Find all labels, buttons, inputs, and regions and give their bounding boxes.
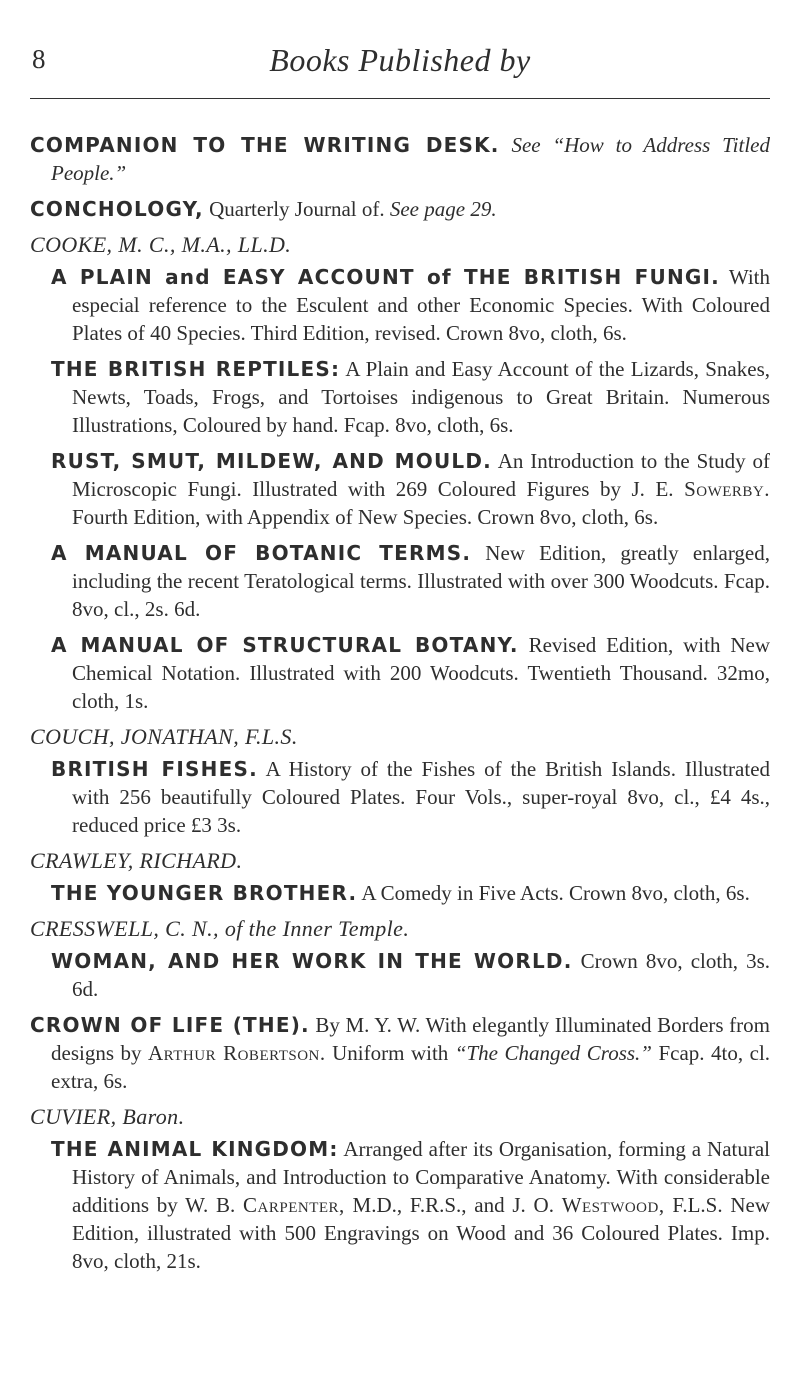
book-description-cont: Fourth Edition, with Appendix of New Species. Crown 8vo, cloth, 6s. (72, 505, 659, 529)
editor-name: Westwood, (561, 1193, 665, 1217)
book-description: Arranged after its Organisation, forming a Natural History of Animals, and Introduction to Comparative Anatomy. With considerable additions by W. B. (72, 1137, 771, 1217)
book-description: New Edition, greatly enlarged, including the recent Teratological terms. Illustrated with over 300 Woodcuts. Fcap. 8vo, cl., 2s. 6d. (72, 541, 770, 621)
entry-text: By M. Y. W. With elegantly Illuminated Borders from designs by (51, 1013, 770, 1065)
book-title: BRITISH FISHES. (51, 757, 258, 781)
book-botanic-terms (30, 539, 770, 623)
book-woman-her-work (30, 947, 770, 1003)
header-rule (30, 98, 770, 99)
entry-title: CROWN OF LIFE (THE). (30, 1013, 310, 1037)
book-title: RUST, SMUT, MILDEW, AND MOULD. (51, 449, 492, 473)
book-description: Revised Edition, with New Chemical Notation. Illustrated with 200 Woodcuts. Twentieth Thousand. 32mo, cloth, 1s. (72, 633, 770, 713)
book-description-end: F.L.S. New Edition, illustrated with 500 Engravings on Wood and 36 Coloured Plates. Imp. 8vo, cloth, 21s. (72, 1193, 771, 1273)
entry-conchology (30, 195, 770, 223)
book-title: A MANUAL OF BOTANIC TERMS. (51, 541, 472, 565)
see-label: See (511, 133, 541, 157)
author-heading-cuvier: CUVIER, Baron. (30, 1104, 185, 1129)
book-description: A Plain and Easy Account of the Lizards, Snakes, Newts, Toads, Frogs, and Tortoises indigenous to Great Britain. Numerous Illustrations, Coloured by hand. Fcap. 8vo, cloth, 6s. (72, 357, 770, 437)
book-structural-botany (30, 631, 770, 715)
entry-title: CONCHOLOGY, (30, 197, 204, 221)
book-description: A Comedy in Five Acts. Crown 8vo, cloth, 6s. (361, 881, 750, 905)
entry-price: Fcap. 4to, cl. extra, 6s. (51, 1041, 771, 1093)
entry-crown-of-life (30, 1011, 770, 1095)
related-title: “The Changed Cross.” (454, 1041, 652, 1065)
book-title: THE BRITISH REPTILES: (51, 357, 341, 381)
book-description: Crown 8vo, cloth, 3s. 6d. (72, 949, 771, 1001)
catalogue-listing (30, 131, 770, 1275)
book-title: THE ANIMAL KINGDOM: (51, 1137, 339, 1161)
entry-text: Quarterly Journal of. (209, 197, 385, 221)
author-heading-crawley: CRAWLEY, RICHARD. (30, 848, 243, 873)
cross-reference: “How to Address Titled People.” (51, 133, 771, 185)
author-heading-cooke: COOKE, M. C., M.A., LL.D. (30, 232, 292, 257)
book-british-fungi (30, 263, 770, 347)
book-description-cont: M.D., F.R.S., and J. O. (352, 1193, 554, 1217)
book-title: THE YOUNGER BROTHER. (51, 881, 358, 905)
book-title: A MANUAL OF STRUCTURAL BOTANY. (51, 633, 519, 657)
designer-name: Arthur Robertson. (148, 1041, 326, 1065)
running-title: Books Published by (269, 42, 531, 78)
book-younger-brother (30, 879, 770, 907)
editor-name: Carpenter, (243, 1193, 345, 1217)
book-description: A History of the Fishes of the British Islands. Illustrated with 256 beautifully Coloured Plates. Four Vols., super-royal 8vo, cl., £4 4s., reduced price £3 3s. (72, 757, 771, 837)
book-british-reptiles (30, 355, 770, 439)
cross-reference: See page 29. (389, 197, 497, 221)
book-page (30, 40, 770, 1283)
author-heading-cresswell: CRESSWELL, C. N., of the Inner Temple. (30, 916, 410, 941)
illustrator-name: Sowerby. (684, 477, 770, 501)
book-rust-smut (30, 447, 770, 531)
page-number: 8 (32, 44, 46, 74)
entry-text-cont: Uniform with (332, 1041, 449, 1065)
entry-title: COMPANION TO THE WRITING DESK. (30, 133, 500, 157)
page-header (30, 40, 770, 98)
book-title: A PLAIN and EASY ACCOUNT of THE BRITISH FUNGI. (51, 265, 720, 289)
book-british-fishes (30, 755, 770, 839)
entry-companion (30, 131, 770, 187)
book-title: WOMAN, AND HER WORK IN THE WORLD. (51, 949, 573, 973)
book-description: An Introduction to the Study of Microscopic Fungi. Illustrated with 269 Coloured Figures by J. E. (72, 449, 770, 501)
book-animal-kingdom (30, 1135, 770, 1275)
book-description: With especial reference to the Esculent and other Economic Species. With Coloured Plates of 40 Species. Third Edition, revised. Crown 8vo, cloth, 6s. (72, 265, 770, 345)
author-heading-couch: COUCH, JONATHAN, F.L.S. (30, 724, 298, 749)
